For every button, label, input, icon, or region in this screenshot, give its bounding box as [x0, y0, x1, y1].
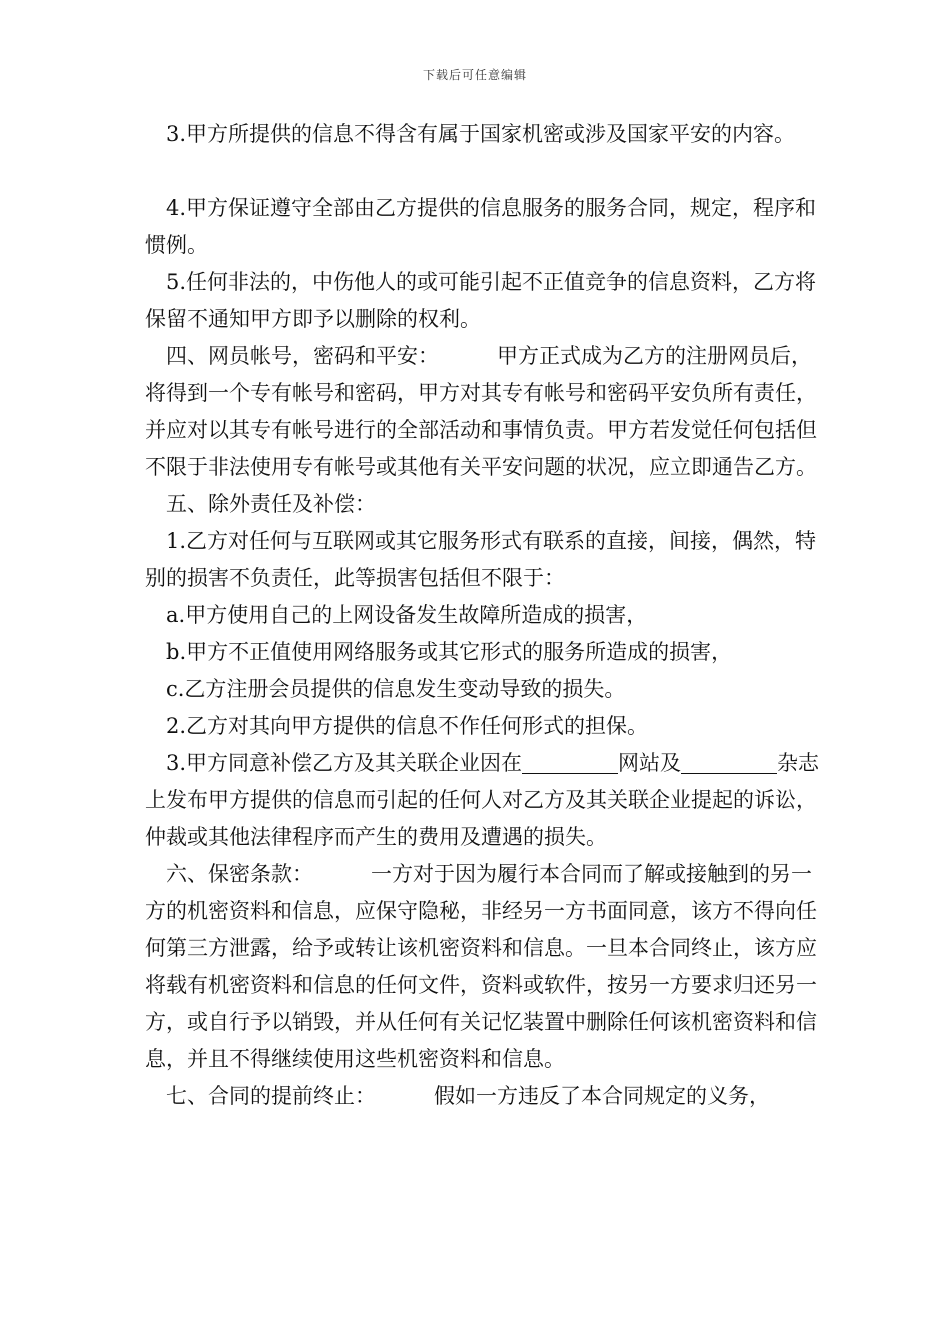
section-6 — [145, 856, 825, 1078]
section-5-item-b: b.甲方不正值使用网络服务或其它形式的服务所造成的损害， — [166, 640, 733, 664]
section-5-item-3-part3: 杂志上发布甲方提供的信息而引起的任何人对乙方及其关联企业提起的诉讼，仲裁或其他法律程序而产生的费用及遭遇的损失。 — [145, 751, 820, 849]
clause-4: 4.甲方保证遵守全部由乙方提供的信息服务的服务合同，规定，程序和惯例。 — [145, 196, 817, 257]
section-5-heading: 五、除外责任及补偿： — [166, 492, 376, 516]
section-5-item-3-part1: 3.甲方同意补偿乙方及其关联企业因在 — [166, 751, 523, 775]
section-6-heading: 六、保密条款： — [166, 862, 313, 886]
section-5-item-a: a.甲方使用自己的上网设备发生故障所造成的损害， — [166, 603, 648, 627]
section-5-item-1: 1.乙方对任何与互联网或其它服务形式有联系的直接，间接，偶然，特别的损害不负责任，此等损害包括但不限于： — [145, 529, 817, 590]
section-6-body: 一方对于因为履行本合同而了解或接触到的另一方的机密资料和信息，应保守隐秘，非经另一方书面同意，该方不得向任何第三方泄露，给予或转让该机密资料和信息。一旦本合同终止，该方应将载有机密资料和信息的任何文件，资料或软件，按另一方要求归还另一方，或自行予以销毁，并从任何有关记忆装置中删除任何该机密资料和信息，并且不得继续使用这些机密资料和信息。 — [145, 862, 817, 1071]
section-7-heading: 七、合同的提前终止： — [166, 1084, 376, 1108]
section-4-heading: 四、网员帐号，密码和平安： — [166, 344, 439, 368]
section-5-item-2: 2.乙方对其向甲方提供的信息不作任何形式的担保。 — [166, 714, 649, 738]
section-7 — [145, 1078, 825, 1115]
clause-5: 5.任何非法的，中伤他人的或可能引起不正值竞争的信息资料，乙方将保留不通知甲方即予以删除的权利。 — [145, 270, 817, 331]
website-blank-line — [522, 752, 618, 774]
clause-3: 3.甲方所提供的信息不得含有属于国家机密或涉及国家平安的内容。 — [166, 122, 796, 146]
section-4-body: 甲方正式成为乙方的注册网员后，将得到一个专有帐号和密码，甲方对其专有帐号和密码平安负所有责任，并应对以其专有帐号进行的全部活动和事情负责。甲方若发觉任何包括但不限于非法使用专有帐号或其他有关平安问题的状况，应立即通告乙方。 — [145, 344, 817, 479]
section-7-body: 假如一方违反了本合同规定的义务， — [434, 1084, 770, 1108]
section-5-item-3 — [145, 745, 825, 856]
page-header: 下载后可任意编辑 — [422, 68, 527, 82]
section-4 — [145, 338, 825, 486]
section-5-item-c: c.乙方注册会员提供的信息发生变动导致的损失。 — [166, 677, 626, 701]
magazine-blank-line — [681, 752, 777, 774]
document-body — [145, 116, 825, 1115]
section-5-item-3-part2: 网站及 — [618, 751, 682, 775]
